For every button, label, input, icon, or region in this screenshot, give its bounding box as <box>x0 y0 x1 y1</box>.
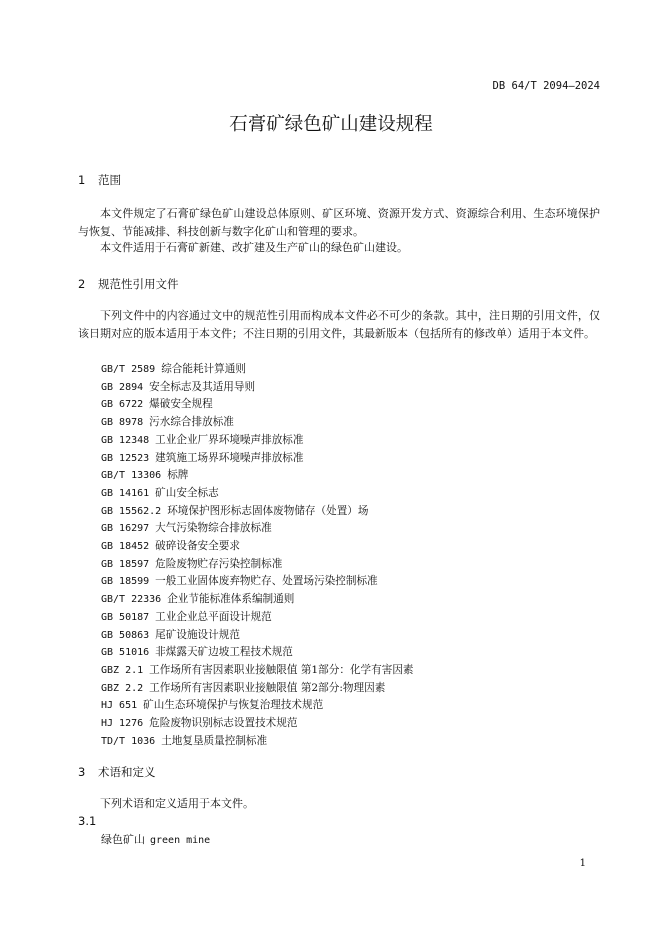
reference-item <box>101 450 303 465</box>
reference-code: GB 6722 <box>101 399 144 411</box>
reference-item <box>101 379 255 394</box>
reference-code: GB 2894 <box>101 381 144 393</box>
reference-item <box>101 733 267 748</box>
reference-title: 土地复垦质量控制标准 <box>161 734 268 747</box>
reference-title: 企业节能标准体系编制通则 <box>167 593 295 606</box>
page-number: 1 <box>579 858 586 869</box>
reference-code: GB 8978 <box>101 417 144 429</box>
reference-title: 一般工业固体废弃物贮存、处置场污染控制标准 <box>155 575 378 588</box>
reference-item <box>101 609 272 624</box>
reference-code: GB 15562.2 <box>101 505 162 517</box>
reference-title: 工作场所有害因素职业接触限值 第2部分:物理因素 <box>149 681 386 694</box>
scope-paragraph-1: 本文件规定了石膏矿绿色矿山建设总体原则、矿区环境、资源开发方式、资源综合利用、生态环境保护与恢复、节能减排、科技创新与数字化矿山和管理的要求。 <box>78 207 600 239</box>
reference-code: GB 12348 <box>101 434 150 446</box>
reference-title: 危险废物识别标志设置技术规范 <box>149 717 298 729</box>
scope-paragraph-2: 本文件适用于石膏矿新建、改扩建及生产矿山的绿色矿山建设。 <box>100 241 408 254</box>
document-title: 石膏矿绿色矿山建设规程 <box>229 114 433 135</box>
reference-code: GB/T 13306 <box>101 470 162 482</box>
reference-item <box>101 680 385 695</box>
document-number: DB 64/T 2094—2024 <box>492 80 600 92</box>
reference-item <box>101 503 369 518</box>
section-title: 范围 <box>98 173 121 187</box>
term-english: green mine <box>150 835 211 846</box>
reference-item <box>101 467 188 482</box>
reference-item <box>101 396 213 411</box>
reference-code: GB/T 22336 <box>101 594 162 606</box>
section-number: 2 <box>78 277 86 291</box>
references-intro: 下列文件中的内容通过文中的规范性引用而构成本文件必不可少的条款。其中，注日期的引用文件，仅该日期对应的版本适用于本文件；不注日期的引用文件，其最新版本（包括所有的修改单）适用于本文件。 <box>78 309 600 341</box>
reference-code: GB 12523 <box>101 452 150 464</box>
reference-title: 污水综合排放标准 <box>149 416 234 429</box>
reference-title: 安全标志及其适用导则 <box>149 380 256 393</box>
reference-title: 危险废物贮存污染控制标准 <box>155 557 283 570</box>
reference-code: TD/T 1036 <box>101 735 156 747</box>
reference-title: 非煤露天矿边坡工程技术规范 <box>155 646 293 659</box>
reference-title: 爆破安全规程 <box>149 398 213 411</box>
reference-code: GB 50863 <box>101 629 150 641</box>
reference-title: 破碎设备安全要求 <box>155 540 240 552</box>
term-entry <box>101 831 210 847</box>
reference-code: HJ 1276 <box>101 718 144 729</box>
reference-code: GB/T 2589 <box>101 364 156 375</box>
reference-title: 综合能耗计算通则 <box>161 363 246 375</box>
terms-intro: 下列术语和定义适用于本文件。 <box>100 797 254 810</box>
reference-title: 尾矿设施设计规范 <box>155 628 240 641</box>
reference-item <box>101 432 303 447</box>
reference-title: 大气污染物综合排放标准 <box>155 522 272 535</box>
reference-code: GB 18599 <box>101 576 150 588</box>
reference-item <box>101 627 240 642</box>
reference-code: GB 16297 <box>101 523 150 535</box>
section-number: 3 <box>78 765 86 779</box>
reference-title: 标牌 <box>167 469 189 482</box>
reference-item <box>101 520 272 535</box>
reference-code: GB 51016 <box>101 647 150 659</box>
reference-code: GBZ 2.1 <box>101 664 144 676</box>
reference-item <box>101 414 234 429</box>
reference-code: GB 50187 <box>101 611 150 623</box>
section-number: 1 <box>78 173 86 187</box>
reference-title: 工作场所有害因素职业接触限值 第1部分：化学有害因素 <box>149 663 414 676</box>
reference-item <box>101 556 282 571</box>
reference-item <box>101 644 293 659</box>
reference-code: GB 14161 <box>101 487 150 499</box>
reference-title: 矿山安全标志 <box>155 486 219 499</box>
section-heading-terms <box>78 764 156 780</box>
reference-title: 环境保护图形标志固体废物储存（处置）场 <box>167 504 369 517</box>
reference-title: 工业企业厂界环境噪声排放标准 <box>155 433 304 446</box>
reference-code: GB 18452 <box>101 541 150 552</box>
reference-item <box>101 697 323 712</box>
term-number: 3.1 <box>78 814 97 828</box>
section-title: 术语和定义 <box>98 765 156 779</box>
reference-item <box>101 485 219 500</box>
reference-title: 工业企业总平面设计规范 <box>155 610 272 623</box>
reference-item <box>101 662 414 677</box>
reference-item <box>101 715 297 730</box>
reference-code: HJ 651 <box>101 700 138 712</box>
reference-item <box>101 573 378 588</box>
reference-code: GBZ 2.2 <box>101 682 144 694</box>
reference-title: 矿山生态环境保护与恢复治理技术规范 <box>143 699 324 712</box>
section-title: 规范性引用文件 <box>98 277 179 291</box>
reference-title: 建筑施工场界环境噪声排放标准 <box>155 451 304 464</box>
section-heading-references <box>78 276 179 292</box>
reference-item <box>101 361 246 376</box>
reference-code: GB 18597 <box>101 558 150 570</box>
reference-item <box>101 591 294 606</box>
term-chinese: 绿色矿山 <box>101 833 145 846</box>
reference-item <box>101 538 240 553</box>
section-heading-scope <box>78 172 121 188</box>
